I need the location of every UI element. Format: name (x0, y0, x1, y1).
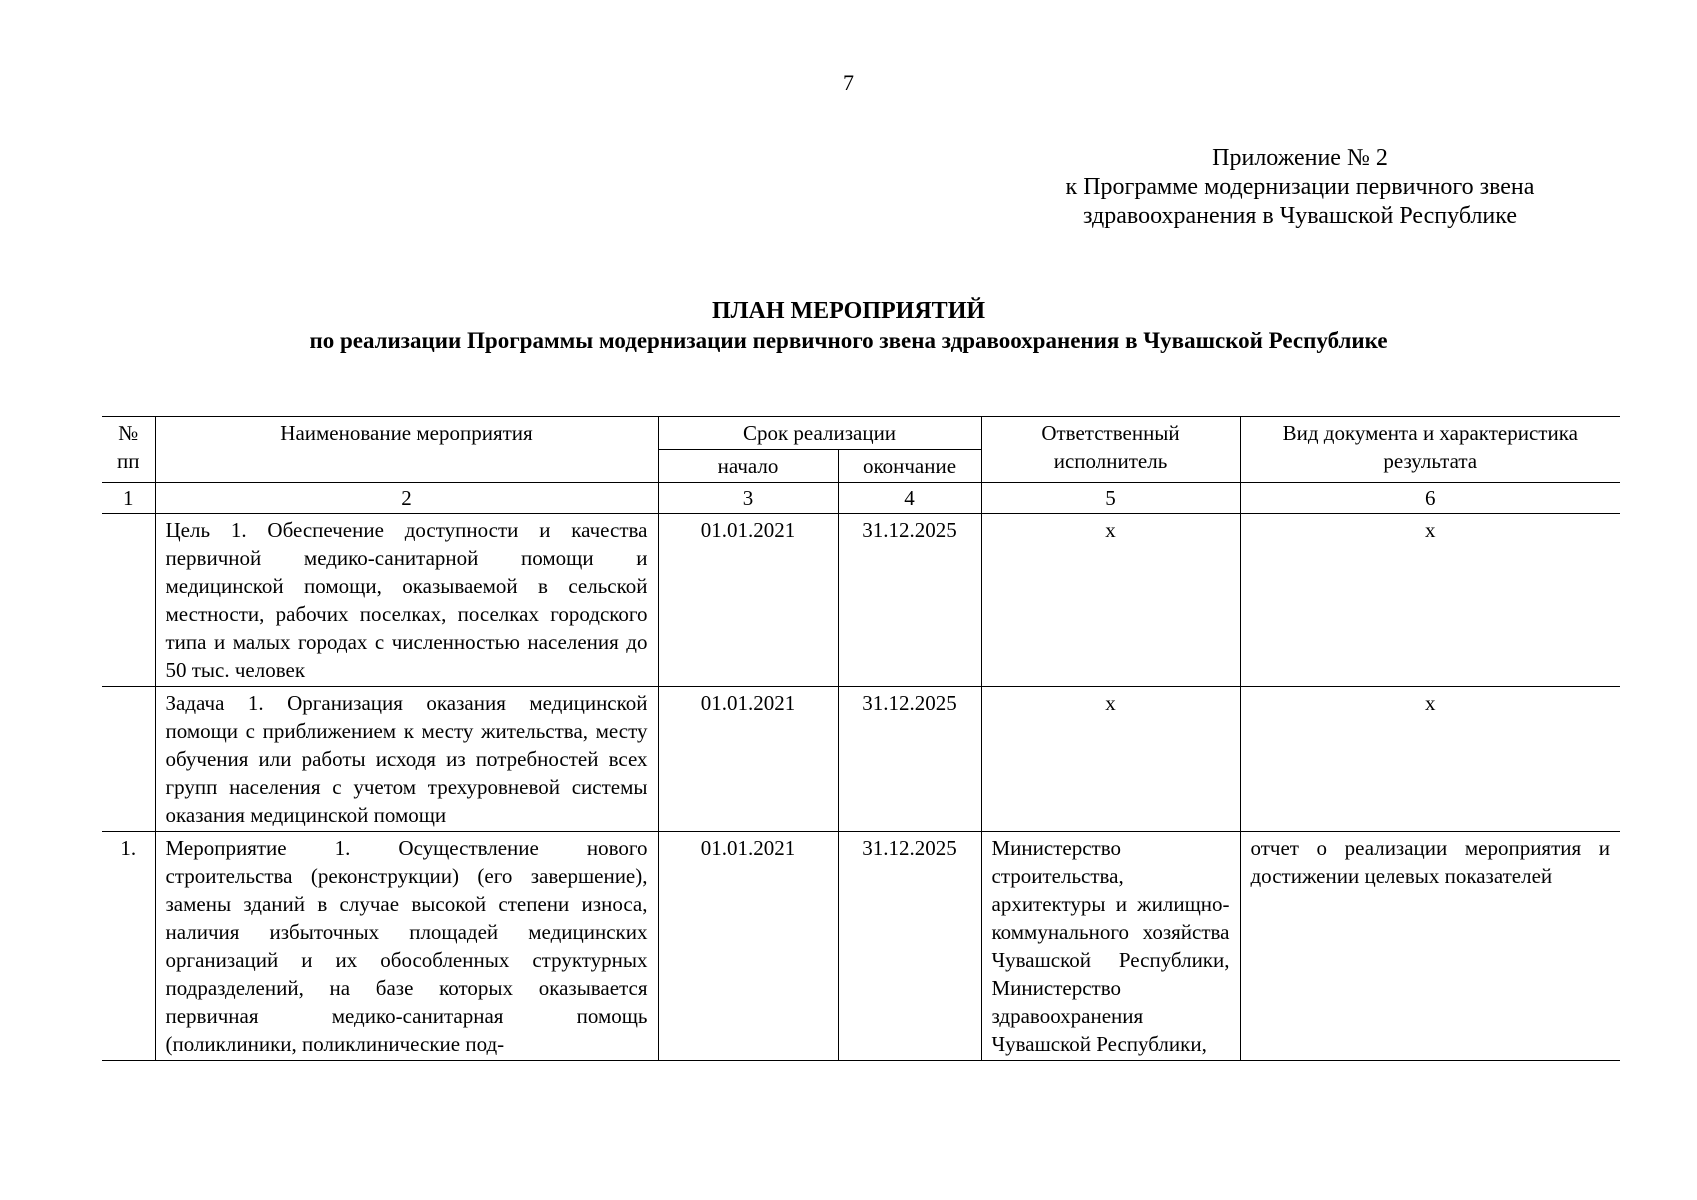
row-start: 01.01.2021 (658, 832, 838, 1061)
plan-table (102, 416, 1620, 1061)
row-start: 01.01.2021 (658, 514, 838, 687)
row-num (102, 687, 155, 832)
row-num: 1. (102, 832, 155, 1061)
header-num: № пп (102, 417, 155, 483)
row-document: отчет о реализации мероприятия и достижении целевых показателей (1240, 832, 1620, 1061)
header-executor: Ответственный исполнитель (981, 417, 1240, 483)
header-end: окончание (838, 450, 981, 483)
column-number: 6 (1240, 483, 1620, 514)
row-end: 31.12.2025 (838, 832, 981, 1061)
row-end: 31.12.2025 (838, 514, 981, 687)
row-num (102, 514, 155, 687)
table-row (102, 832, 1620, 1061)
column-number: 2 (155, 483, 658, 514)
table-header-row (102, 417, 1620, 450)
header-document: Вид документа и характеристика результата (1240, 417, 1620, 483)
column-number: 4 (838, 483, 981, 514)
header-term: Срок реализации (658, 417, 981, 450)
row-end: 31.12.2025 (838, 687, 981, 832)
row-name: Цель 1. Обеспечение доступности и качества первичной медико-санитарной помощи и медицинской помощи, оказываемой в сельской местности, рабочих поселках, поселках городского типа и малых городах с численностью населения до 50 тыс. человек (155, 514, 658, 687)
table-row (102, 514, 1620, 687)
appendix-line-1: Приложение № 2 (1212, 145, 1388, 171)
document-title (0, 296, 1697, 356)
row-executor: Министерство строительства, архитектуры и жилищно-коммунального хозяйства Чувашской Республики, Министерство здравоохранения Чувашской Республики, (981, 832, 1240, 1061)
title-main: ПЛАН МЕРОПРИЯТИЙ (711, 298, 986, 324)
page-number: 7 (843, 70, 854, 95)
column-number: 3 (658, 483, 838, 514)
header-name: Наименование мероприятия (155, 417, 658, 483)
row-executor: х (981, 687, 1240, 832)
title-subtitle: по реализации Программы модернизации первичного звена здравоохранения в Чувашской Республике (309, 328, 1388, 353)
column-number: 1 (102, 483, 155, 514)
appendix-line-3: здравоохранения в Чувашской Республике (1083, 203, 1517, 229)
row-name: Мероприятие 1. Осуществление нового строительства (реконструкции) (его завершение), замены зданий в случае высокой степени износа, наличия избыточных площадей медицинских организаций и их обособленных структурных подразделений, на базе которых оказывается первичная медико-санитарная помощь (поликлиники, поликлинические под- (155, 832, 658, 1061)
table-row (102, 687, 1620, 832)
column-number: 5 (981, 483, 1240, 514)
row-document: х (1240, 514, 1620, 687)
row-document: х (1240, 687, 1620, 832)
appendix-note (1000, 144, 1600, 231)
column-numbers-row (102, 483, 1620, 514)
row-executor: х (981, 514, 1240, 687)
appendix-line-2: к Программе модернизации первичного звена (1065, 174, 1535, 200)
row-start: 01.01.2021 (658, 687, 838, 832)
row-name: Задача 1. Организация оказания медицинской помощи с приближением к месту жительства, месту обучения или работы исходя из потребностей всех групп населения с учетом трехуровневой системы оказания медицинской помощи (155, 687, 658, 832)
header-start: начало (658, 450, 838, 483)
